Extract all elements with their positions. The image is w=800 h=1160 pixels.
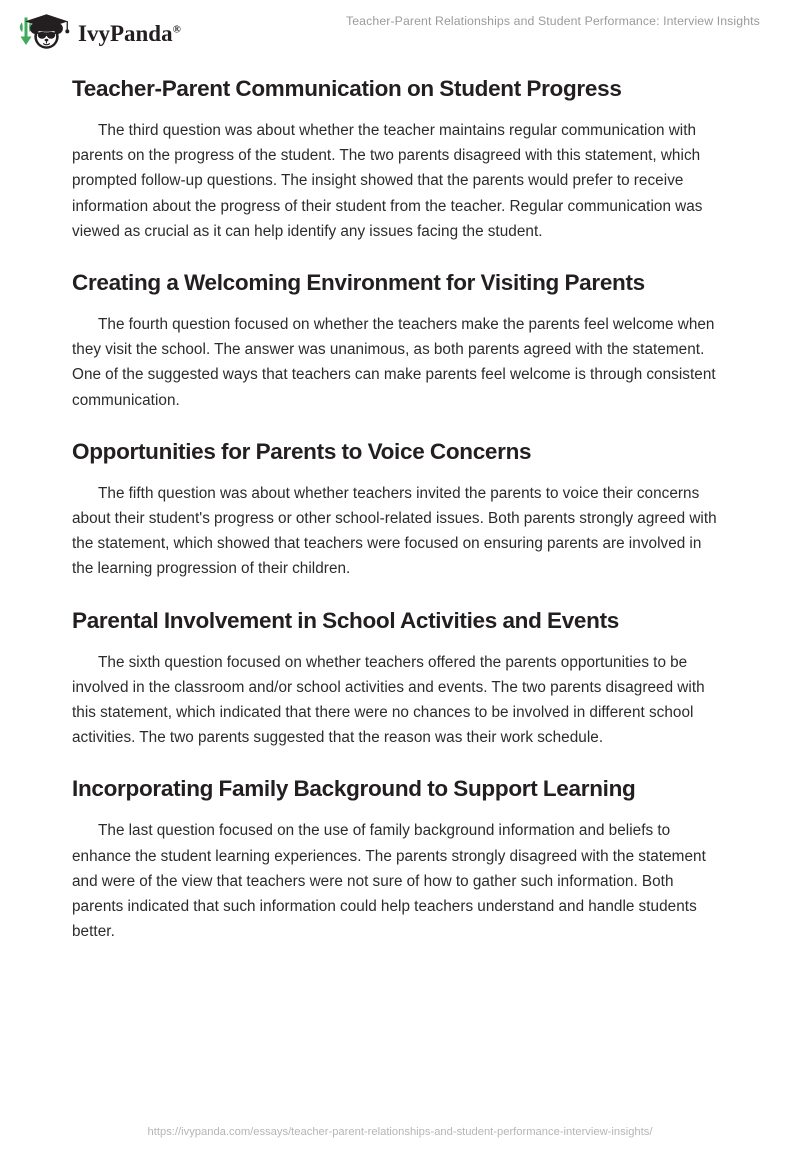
section-heading: Creating a Welcoming Environment for Visiting Parents bbox=[72, 270, 645, 296]
section-paragraph: The fourth question focused on whether the teachers make the parents feel welcome when they visit the school. The answer was unanimous, as both parents agreed with the statement. One of the suggested ways that teachers can make parents feel welcome is through consistent communication. bbox=[72, 316, 716, 409]
ivypanda-logo[interactable] bbox=[16, 10, 181, 54]
section-heading: Teacher-Parent Communication on Student Progress bbox=[72, 76, 622, 101]
page-footer bbox=[0, 1122, 800, 1140]
document-header-title: Teacher-Parent Relationships and Student Performance: Interview Insights bbox=[346, 14, 760, 28]
brand-wordmark bbox=[78, 22, 181, 45]
section-paragraph: The sixth question focused on whether teachers offered the parents opportunities to be involved in the classroom and/or school activities and events. The two parents disagreed with this statement, which indicated that there were no chances to be involved in different school activities. The two parents suggested that the reason was their work schedule. bbox=[72, 653, 705, 747]
section-heading: Opportunities for Parents to Voice Concerns bbox=[72, 438, 532, 464]
brand-wordmark-text: IvyPanda bbox=[78, 20, 173, 46]
section-paragraph: The fifth question was about whether teachers invited the parents to voice their concerns about their student's progress or other school-related issues. Both parents strongly agreed with the statement, which showed that teachers were focused on ensuring parents are involved in the learning progression of their children. bbox=[72, 484, 717, 578]
section-teacher-parent-communication bbox=[72, 72, 722, 244]
section-parental-involvement bbox=[72, 604, 722, 751]
section-welcoming-environment bbox=[72, 266, 722, 413]
document-content bbox=[72, 72, 722, 944]
registered-trademark-icon: ® bbox=[172, 22, 181, 35]
section-paragraph: The last question focused on the use of family background information and beliefs to enhance the student learning experiences. The parents strongly disagreed with the statement and were of the view that teachers were not sure of how to gather such information. Both parents indicated that such information could help teachers understand and handle students better. bbox=[72, 822, 706, 941]
panda-graduate-icon bbox=[16, 10, 74, 54]
page-header bbox=[0, 0, 800, 62]
source-url[interactable]: https://ivypanda.com/essays/teacher-parent-relationships-and-student-performance-interview-insights/ bbox=[147, 1126, 653, 1138]
section-paragraph: The third question was about whether the teacher maintains regular communication with parents on the progress of the student. The two parents disagreed with this statement, which prompted follow-up questions. The insight showed that the parents would prefer to receive information about the progress of their student from the teacher. Regular communication was viewed as crucial as it can help identify any issues facing the student. bbox=[72, 122, 703, 240]
section-family-background bbox=[72, 772, 722, 944]
section-heading: Incorporating Family Background to Support Learning bbox=[72, 776, 636, 802]
section-voice-concerns bbox=[72, 435, 722, 582]
section-heading: Parental Involvement in School Activities and Events bbox=[72, 607, 619, 633]
